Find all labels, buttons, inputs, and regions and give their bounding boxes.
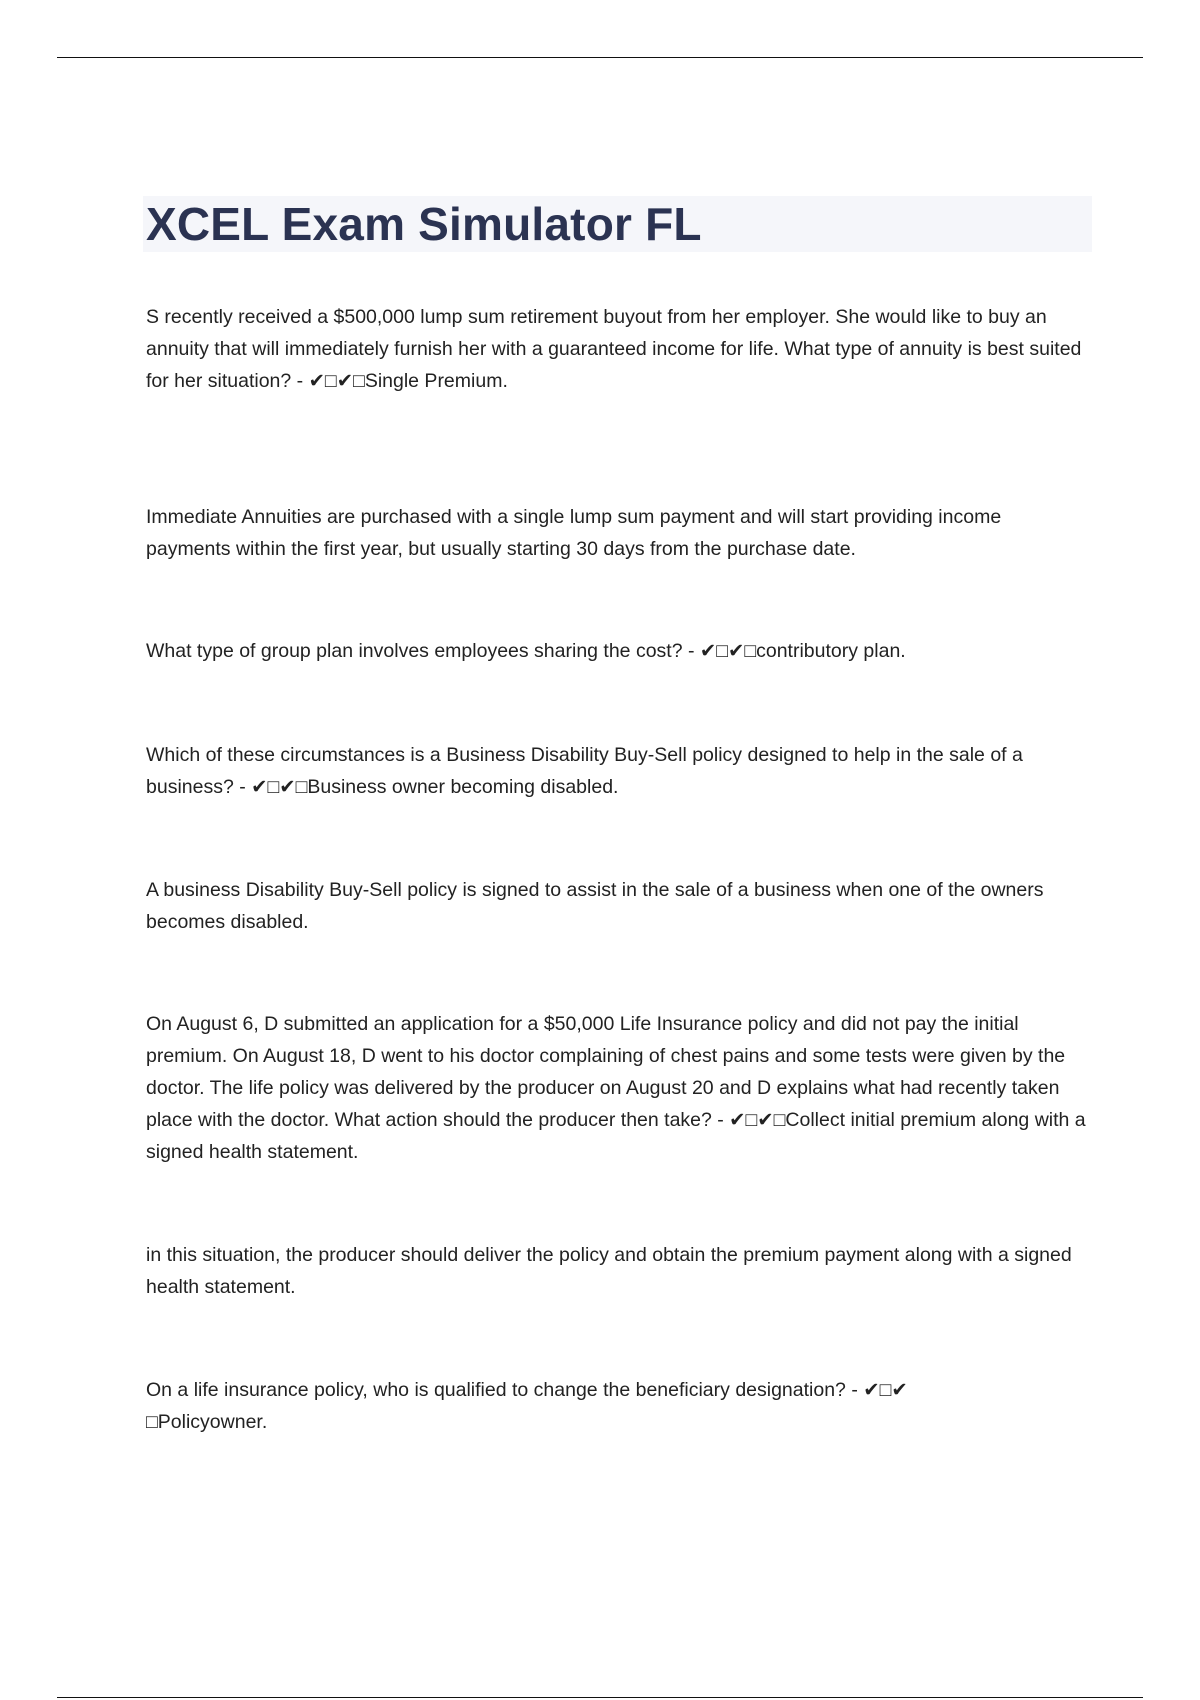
paragraph-buy-sell-question: Which of these circumstances is a Business Disability Buy-Sell policy designed to help in the sale of a business? - ✔□✔□Business owner becoming disabled. (146, 744, 1023, 798)
beneficiary-question-text: On a life insurance policy, who is qualified to change the beneficiary designation? - ✔□✔ (146, 1379, 908, 1401)
paragraph-producer-explanation: in this situation, the producer should deliver the policy and obtain the premium payment along with a signed health statement. (146, 1244, 1072, 1298)
paragraph-buy-sell-explanation: A business Disability Buy-Sell policy is signed to assist in the sale of a business when one of the owners becomes disabled. (146, 879, 1044, 933)
beneficiary-answer-text: □Policyowner. (146, 1411, 268, 1433)
top-rule (57, 57, 1143, 58)
paragraph-annuity-question: S recently received a $500,000 lump sum retirement buyout from her employer. She would like to buy an annuity that will immediately furnish her with a guaranteed income for life. What type of annuity is best suited for her situation? - ✔□✔□Single Premium. (146, 306, 1082, 392)
document-title: XCEL Exam Simulator FL (146, 198, 702, 250)
paragraph-producer-action-question: On August 6, D submitted an application for a $50,000 Life Insurance policy and did not pay the initial premium. On August 18, D went to his doctor complaining of chest pains and some tests were given by the doctor. The life policy was delivered by the producer on August 20 and D explains what had recently taken place with the doctor. What action should the producer then take? - ✔□✔□Collect initial premium along with a signed health statement. (146, 1013, 1086, 1163)
bottom-rule (57, 1697, 1143, 1698)
paragraph-immediate-annuities: Immediate Annuities are purchased with a single lump sum payment and will start providing income payments within the first year, but usually starting 30 days from the purchase date. (146, 506, 1002, 560)
paragraph-group-plan-question: What type of group plan involves employees sharing the cost? - ✔□✔□contributory plan. (146, 640, 906, 662)
paragraph-beneficiary-question (146, 1374, 1086, 1438)
